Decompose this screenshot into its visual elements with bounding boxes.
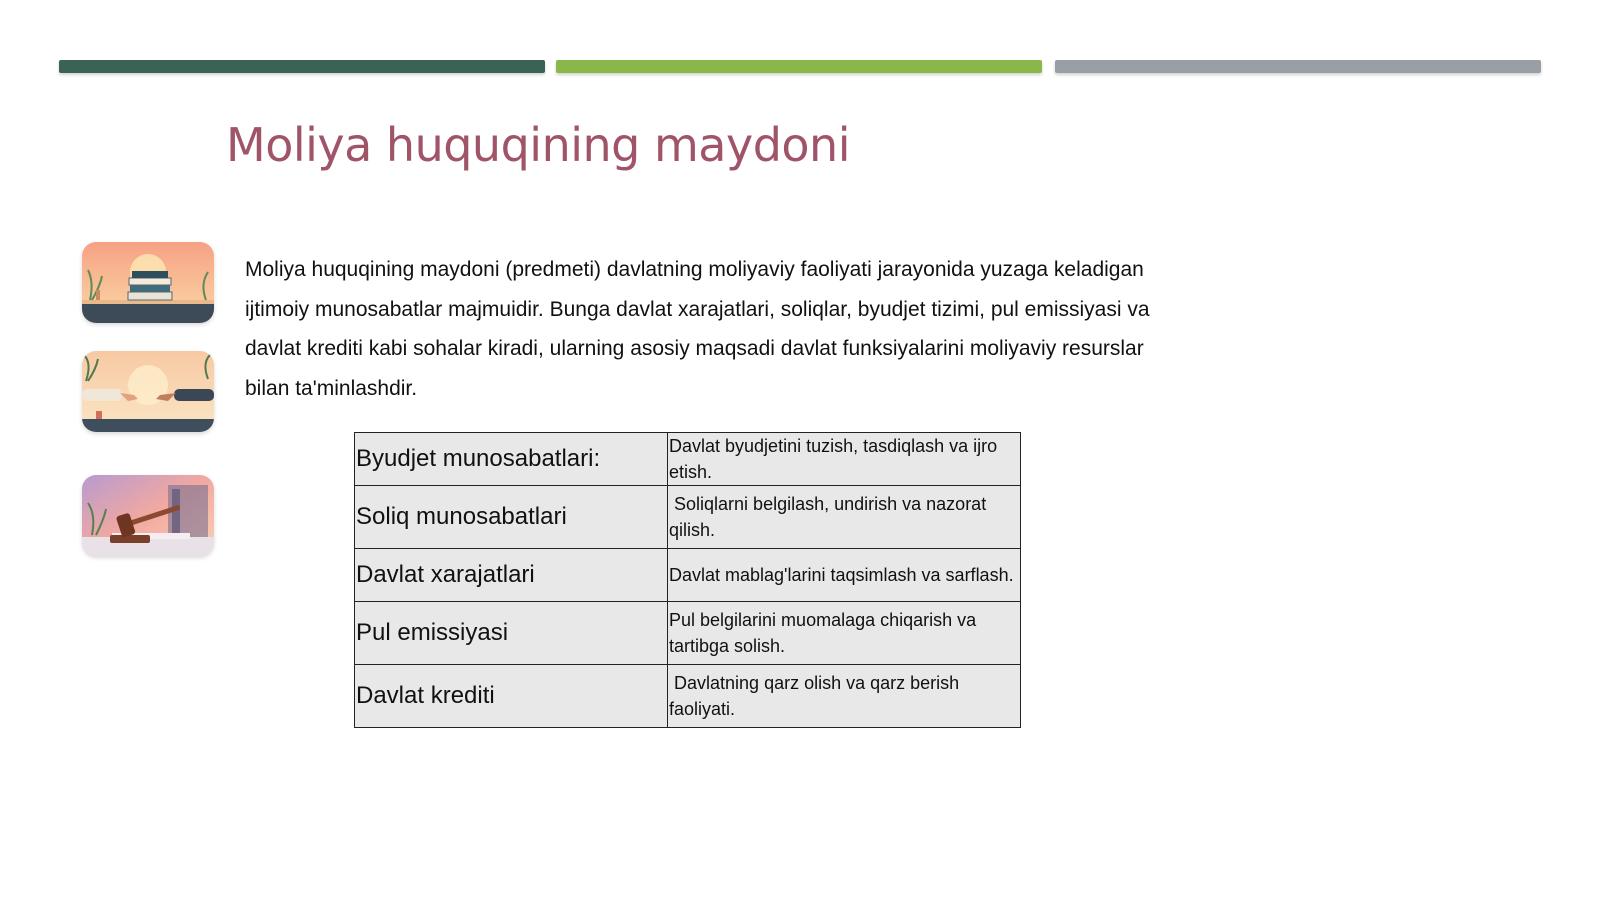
relation-description: Davlat byudjetini tuzish, tasdiqlash va ijro etish.	[668, 433, 1021, 486]
intro-paragraph: Moliya huquqining maydoni (predmeti) davlatning moliyaviy faoliyati jarayonida yuzaga keladigan ijtimoiy munosabatlar majmuidir. Bunga davlat xarajatlari, soliqlar, byudjet tizimi, pul emissiyasi va davlat krediti kabi sohalar kiradi, ularning asosiy maqsadi davlat funksiyalarini moliyaviy resurslar bilan ta'minlashdir.	[245, 258, 1150, 400]
relation-name: Davlat xarajatlari	[355, 549, 668, 602]
books-stack-illustration	[82, 242, 214, 323]
relation-description: Davlatning qarz olish va qarz berish faoliyati.	[668, 665, 1021, 728]
table-row	[355, 486, 1021, 549]
table-row	[355, 549, 1021, 602]
table-row	[355, 602, 1021, 665]
relation-description: Soliqlarni belgilash, undirish va nazorat qilish.	[668, 486, 1021, 549]
relation-description: Davlat mablag'larini taqsimlash va sarflash.	[668, 549, 1021, 602]
table-row	[355, 433, 1021, 486]
judge-gavel-illustration	[82, 475, 214, 556]
relation-name: Soliq munosabatlari	[355, 486, 668, 549]
table-row	[355, 665, 1021, 728]
relations-table	[354, 432, 1021, 728]
relation-name: Pul emissiyasi	[355, 602, 668, 665]
accent-bar-light-green	[556, 60, 1042, 73]
accent-bar-gray	[1055, 60, 1541, 73]
relation-name: Davlat krediti	[355, 665, 668, 728]
handshake-illustration	[82, 351, 214, 432]
relation-description: Pul belgilarini muomalaga chiqarish va tartibga solish.	[668, 602, 1021, 665]
accent-bar-dark-green	[59, 60, 545, 73]
slide-title: Moliya huquqining maydoni	[226, 118, 850, 172]
relation-name: Byudjet munosabatlari:	[355, 433, 668, 486]
